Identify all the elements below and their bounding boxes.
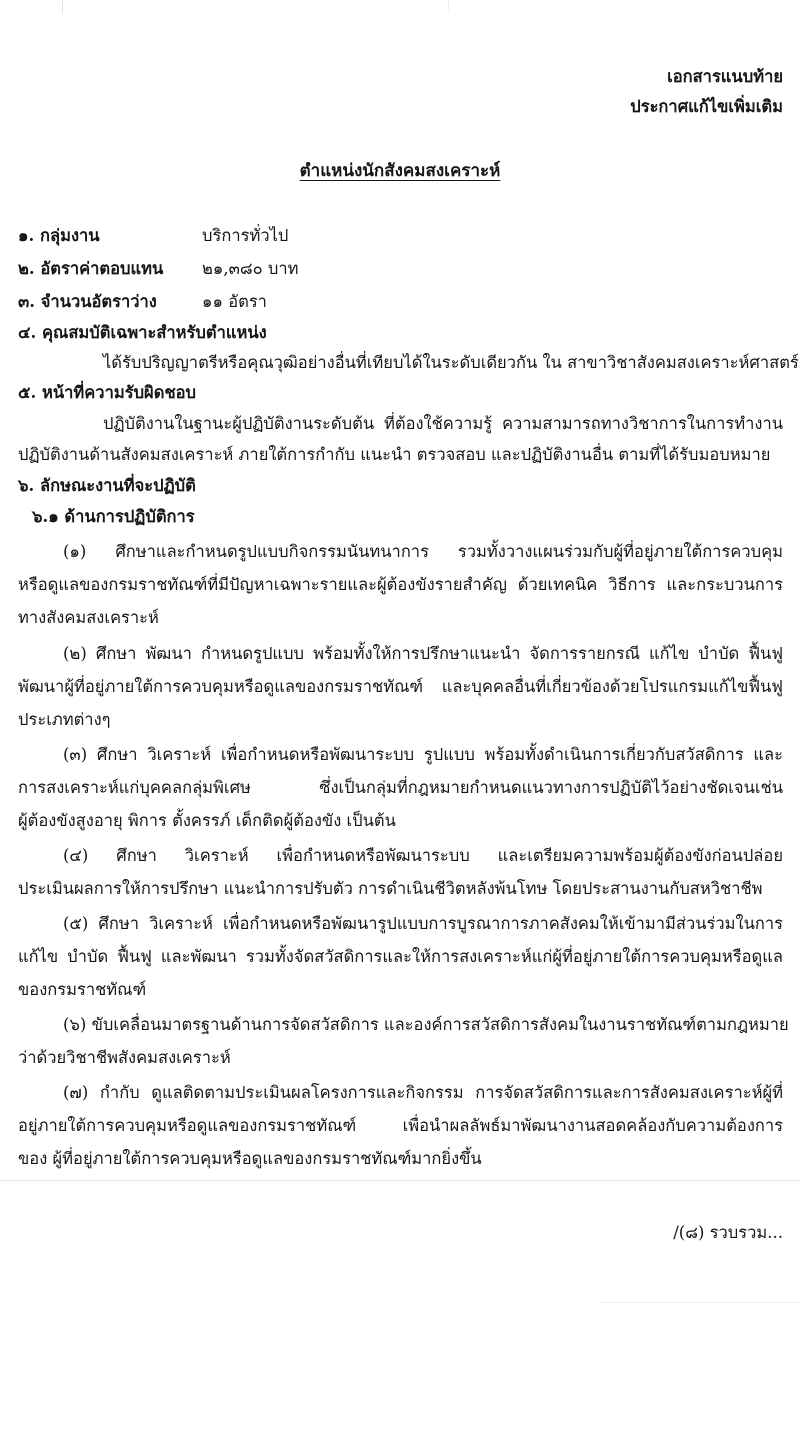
item-line: ของ ผู้ที่อยู่ภายใต้การควบคุมหรือดูแลของกรมราชทัณฑ์มากยิ่งขึ้น [18,1149,482,1168]
document-title: ตำแหน่งนักสังคมสงเคราะห์ [299,161,501,181]
continuation-note: /(๘) รวบรวม... [673,1223,783,1242]
item-line: แก้ไข บำบัด ฟื้นฟู และพัฒนา รวมทั้งจัดสวัสดิการและให้การสงเคราะห์แก่ผู้ที่อยู่ภายใต้การควบคุมหรือดูแล [18,947,783,966]
scan-divider [0,1180,800,1181]
item-line: การสงเคราะห์แก่บุคคลกลุ่มพิเศษ ซึ่งเป็นกลุ่มที่กฎหมายกำหนดแนวทางการปฏิบัติไว้อย่างชัดเจนเช่น [18,778,783,797]
qualification-label: ๔. คุณสมบัติเฉพาะสำหรับตำแหน่ง [18,323,267,342]
item-line: ผู้ต้องขังสูงอายุ พิการ ตั้งครรภ์ เด็กติดผู้ต้องขัง เป็นต้น [18,811,396,830]
operations-sublabel: ๖.๑ ด้านการปฏิบัติการ [32,507,195,526]
vacancy-label: ๓. จำนวนอัตราว่าง [18,292,157,311]
item-line: ทางสังคมสงเคราะห์ [18,608,159,627]
item-line: (๗) กำกับ ดูแลติดตามประเมินผลโครงการและกิจกรรม การจัดสวัสดิการและการสังคมสงเคราะห์ผู้ที่ [63,1083,783,1102]
item-line: (๖) ขับเคลื่อนมาตรฐานด้านการจัดสวัสดิการ และองค์การสวัสดิการสังคมในงานราชทัณฑ์ตามกฎหมาย [63,1015,789,1034]
duty-label: ๕. หน้าที่ความรับผิดชอบ [18,383,197,402]
item-line: (๕) ศึกษา วิเคราะห์ เพื่อกำหนดหรือพัฒนารูปแบบการบูรณาการภาคสังคมให้เข้ามามีส่วนร่วมในการ [63,914,783,933]
item-line: (๒) ศึกษา พัฒนา กำหนดรูปแบบ พร้อมทั้งให้การปรึกษาแนะนำ จัดการรายกรณี แก้ไข บำบัด ฟื้นฟู [63,644,783,663]
vacancy-value: ๑๑ อัตรา [202,292,267,311]
scan-divider [600,1302,800,1303]
item-line: (๔) ศึกษา วิเคราะห์ เพื่อกำหนดหรือพัฒนาระบบ และเตรียมความพร้อมผู้ต้องขังก่อนปล่อย [63,846,783,865]
salary-value: ๒๑,๓๘๐ บาท [202,259,299,278]
salary-label: ๒. อัตราค่าตอบแทน [18,259,164,278]
item-line: หรือดูแลของกรมราชทัณฑ์ที่มีปัญหาเฉพาะรายและผู้ต้องขังรายสำคัญ ด้วยเทคนิค วิธีการ และกระบวนการ [18,575,783,594]
qualification-text: ได้รับปริญญาตรีหรือคุณวุฒิอย่างอื่นที่เทียบได้ในระดับเดียวกัน ใน สาขาวิชาสังคมสงเคราะห์ศาสตร์ [103,353,799,372]
header-line-1: เอกสารแนบท้าย [667,67,783,86]
header-line-2: ประกาศแก้ไขเพิ่มเติม [630,97,783,116]
item-line: ประเมินผลการให้การปรึกษา แนะนำการปรับตัว การดำเนินชีวิตหลังพ้นโทษ โดยประสานงานกับสหวิชาชีพ [18,879,763,898]
item-line: ประเภทต่างๆ [18,710,111,729]
nature-label: ๖. ลักษณะงานที่จะปฏิบัติ [18,476,196,495]
scan-edge-mark [62,0,63,14]
item-line: ว่าด้วยวิชาชีพสังคมสงเคราะห์ [18,1048,231,1067]
scan-edge-mark [448,0,449,10]
group-value: บริการทั่วไป [202,226,289,245]
group-label: ๑. กลุ่มงาน [18,226,100,245]
item-line: ของกรมราชทัณฑ์ [18,980,147,999]
item-line: (๑) ศึกษาและกำหนดรูปแบบกิจกรรมนันทนาการ รวมทั้งวางแผนร่วมกับผู้ที่อยู่ภายใต้การควบคุม [63,542,783,561]
item-line: (๓) ศึกษา วิเคราะห์ เพื่อกำหนดหรือพัฒนาระบบ รูปแบบ พร้อมทั้งดำเนินการเกี่ยวกับสวัสดิการ และ [63,745,783,764]
item-line: อยู่ภายใต้การควบคุมหรือดูแลของกรมราชทัณฑ์ เพื่อนำผลลัพธ์มาพัฒนางานสอดคล้องกับความต้องการ [18,1116,783,1135]
item-line: พัฒนาผู้ที่อยู่ภายใต้การควบคุมหรือดูแลของกรมราชทัณฑ์ และบุคคลอื่นที่เกี่ยวข้องด้วยโปรแกรมแก้ไขฟื้นฟู [18,677,783,696]
duty-text-line: ปฏิบัติงานในฐานะผู้ปฏิบัติงานระดับต้น ที่ต้องใช้ความรู้ ความสามารถทางวิชาการในการทำงาน [103,414,783,433]
duty-text-line: ปฏิบัติงานด้านสังคมสงเคราะห์ ภายใต้การกำกับ แนะนำ ตรวจสอบ และปฏิบัติงานอื่น ตามที่ได้รับมอบหมาย [18,445,771,464]
